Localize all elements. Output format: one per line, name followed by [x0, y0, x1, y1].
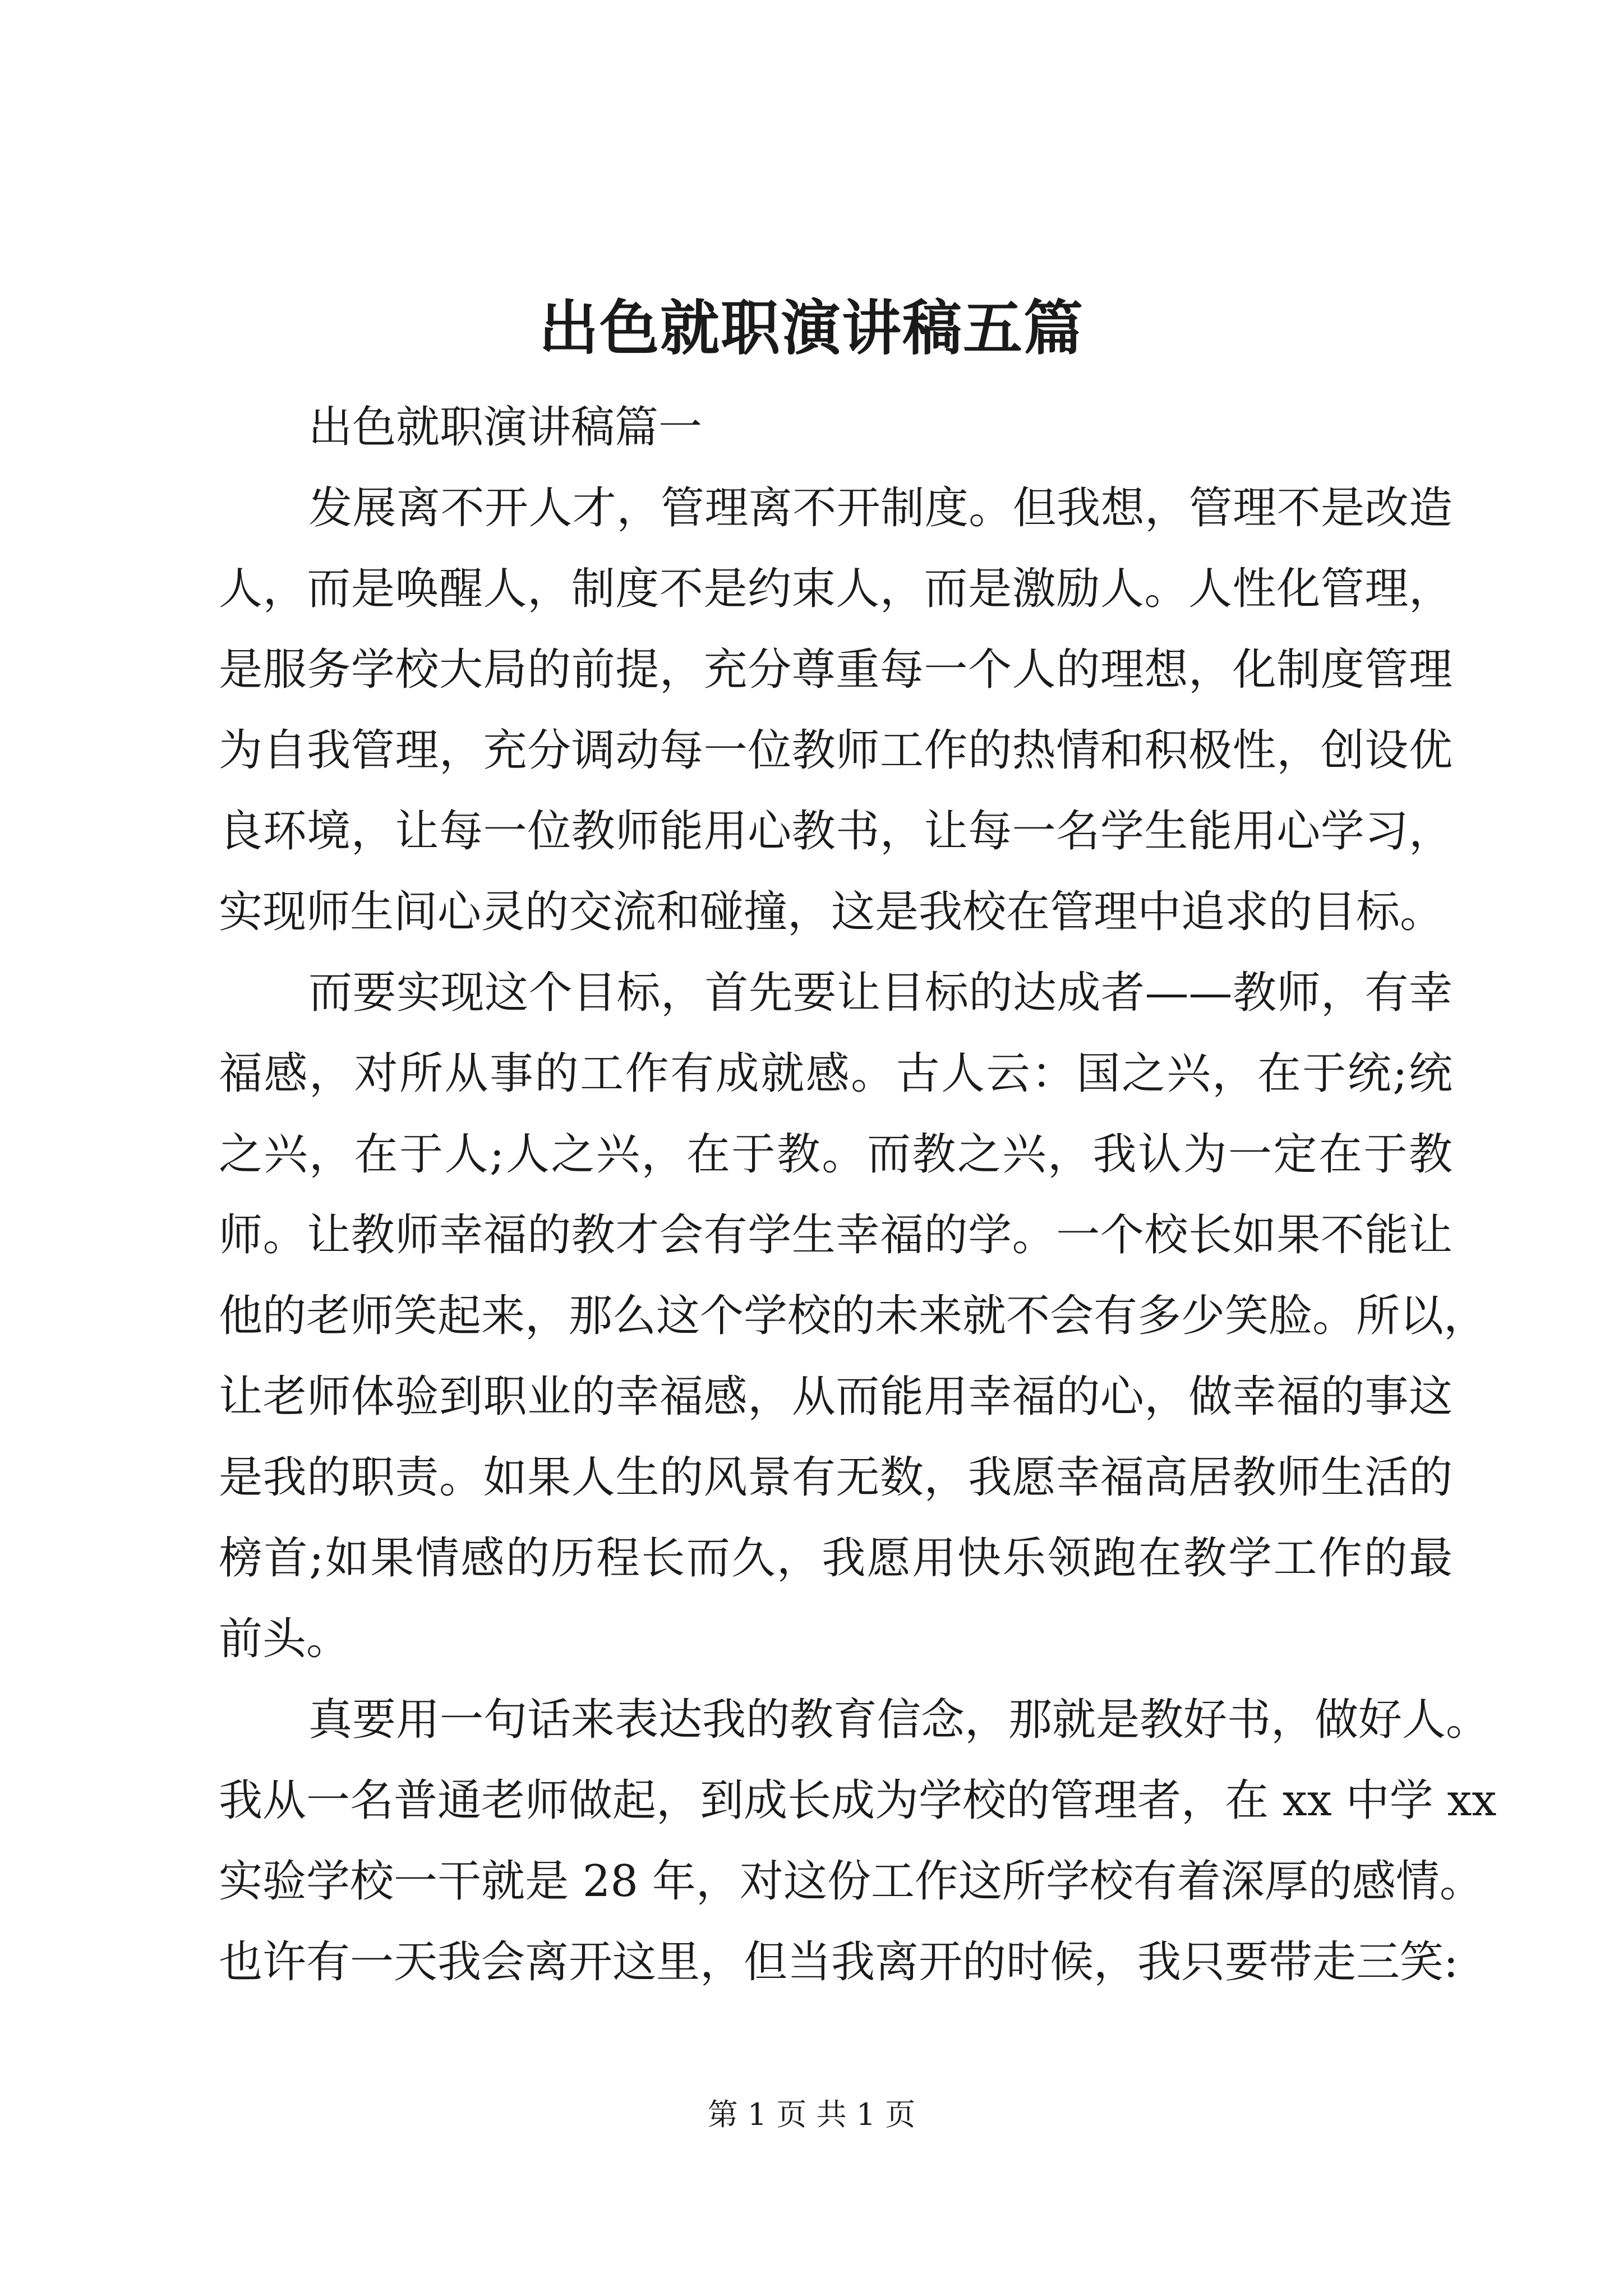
paragraph-line: 是服务学校大局的前提，充分尊重每一个人的理想，化制度管理	[219, 645, 1453, 695]
paragraph-line: 前头。	[219, 1614, 351, 1664]
paragraph-line: 发展离不开人才，管理离不开制度。但我想，管理不是改造	[308, 483, 1453, 533]
paragraph-line: 而要实现这个目标，首先要让目标的达成者——教师，有幸	[308, 968, 1453, 1018]
paragraph-line: 也许有一天我会离开这里，但当我离开的时候，我只要带走三笑:	[219, 1937, 1459, 1987]
paragraph-3	[219, 1680, 1497, 2003]
paragraph-line: 实验学校一干就是 28 年，对这份工作这所学校有着深厚的感情。	[219, 1856, 1483, 1907]
paragraph-line: 是我的职责。如果人生的风景有无数，我愿幸福高居教师生活的	[219, 1452, 1453, 1503]
document-title: 出色就职演讲稿五篇	[539, 293, 1084, 363]
section-heading: 出色就职演讲稿篇一	[308, 402, 703, 453]
paragraph-line: 人，而是唤醒人，制度不是约束人，而是激励人。人性化管理，	[219, 564, 1453, 614]
paragraph-1	[219, 468, 1453, 953]
paragraph-line: 真要用一句话来表达我的教育信念，那就是教好书，做好人。	[308, 1695, 1490, 1745]
paragraph-line: 他的老师笑起来，那么这个学校的未来就不会有多少笑脸。所以，	[219, 1291, 1488, 1341]
paragraph-line: 良环境，让每一位教师能用心教书，让每一名学生能用心学习，	[219, 806, 1453, 857]
paragraph-2	[219, 953, 1488, 1680]
page-footer: 第 1 页 共 1 页	[707, 2097, 916, 2132]
paragraph-line: 让老师体验到职业的幸福感，从而能用幸福的心，做幸福的事这	[219, 1372, 1453, 1422]
paragraph-line: 实现师生间心灵的交流和碰撞，这是我校在管理中追求的目标。	[219, 887, 1444, 937]
paragraph-line: 榜首;如果情感的历程长而久，我愿用快乐领跑在教学工作的最	[219, 1533, 1453, 1584]
paragraph-line: 福感，对所从事的工作有成就感。古人云：国之兴，在于统;统	[219, 1048, 1453, 1099]
paragraph-line: 为自我管理，充分调动每一位教师工作的热情和积极性，创设优	[219, 725, 1453, 776]
document-body	[219, 387, 1497, 2003]
paragraph-line: 我从一名普通老师做起，到成长成为学校的管理者，在 xx 中学 xx	[219, 1775, 1497, 1826]
paragraph-line: 师。让教师幸福的教才会有学生幸福的学。一个校长如果不能让	[219, 1210, 1453, 1260]
paragraph-line: 之兴，在于人;人之兴，在于教。而教之兴，我认为一定在于教	[219, 1129, 1453, 1180]
